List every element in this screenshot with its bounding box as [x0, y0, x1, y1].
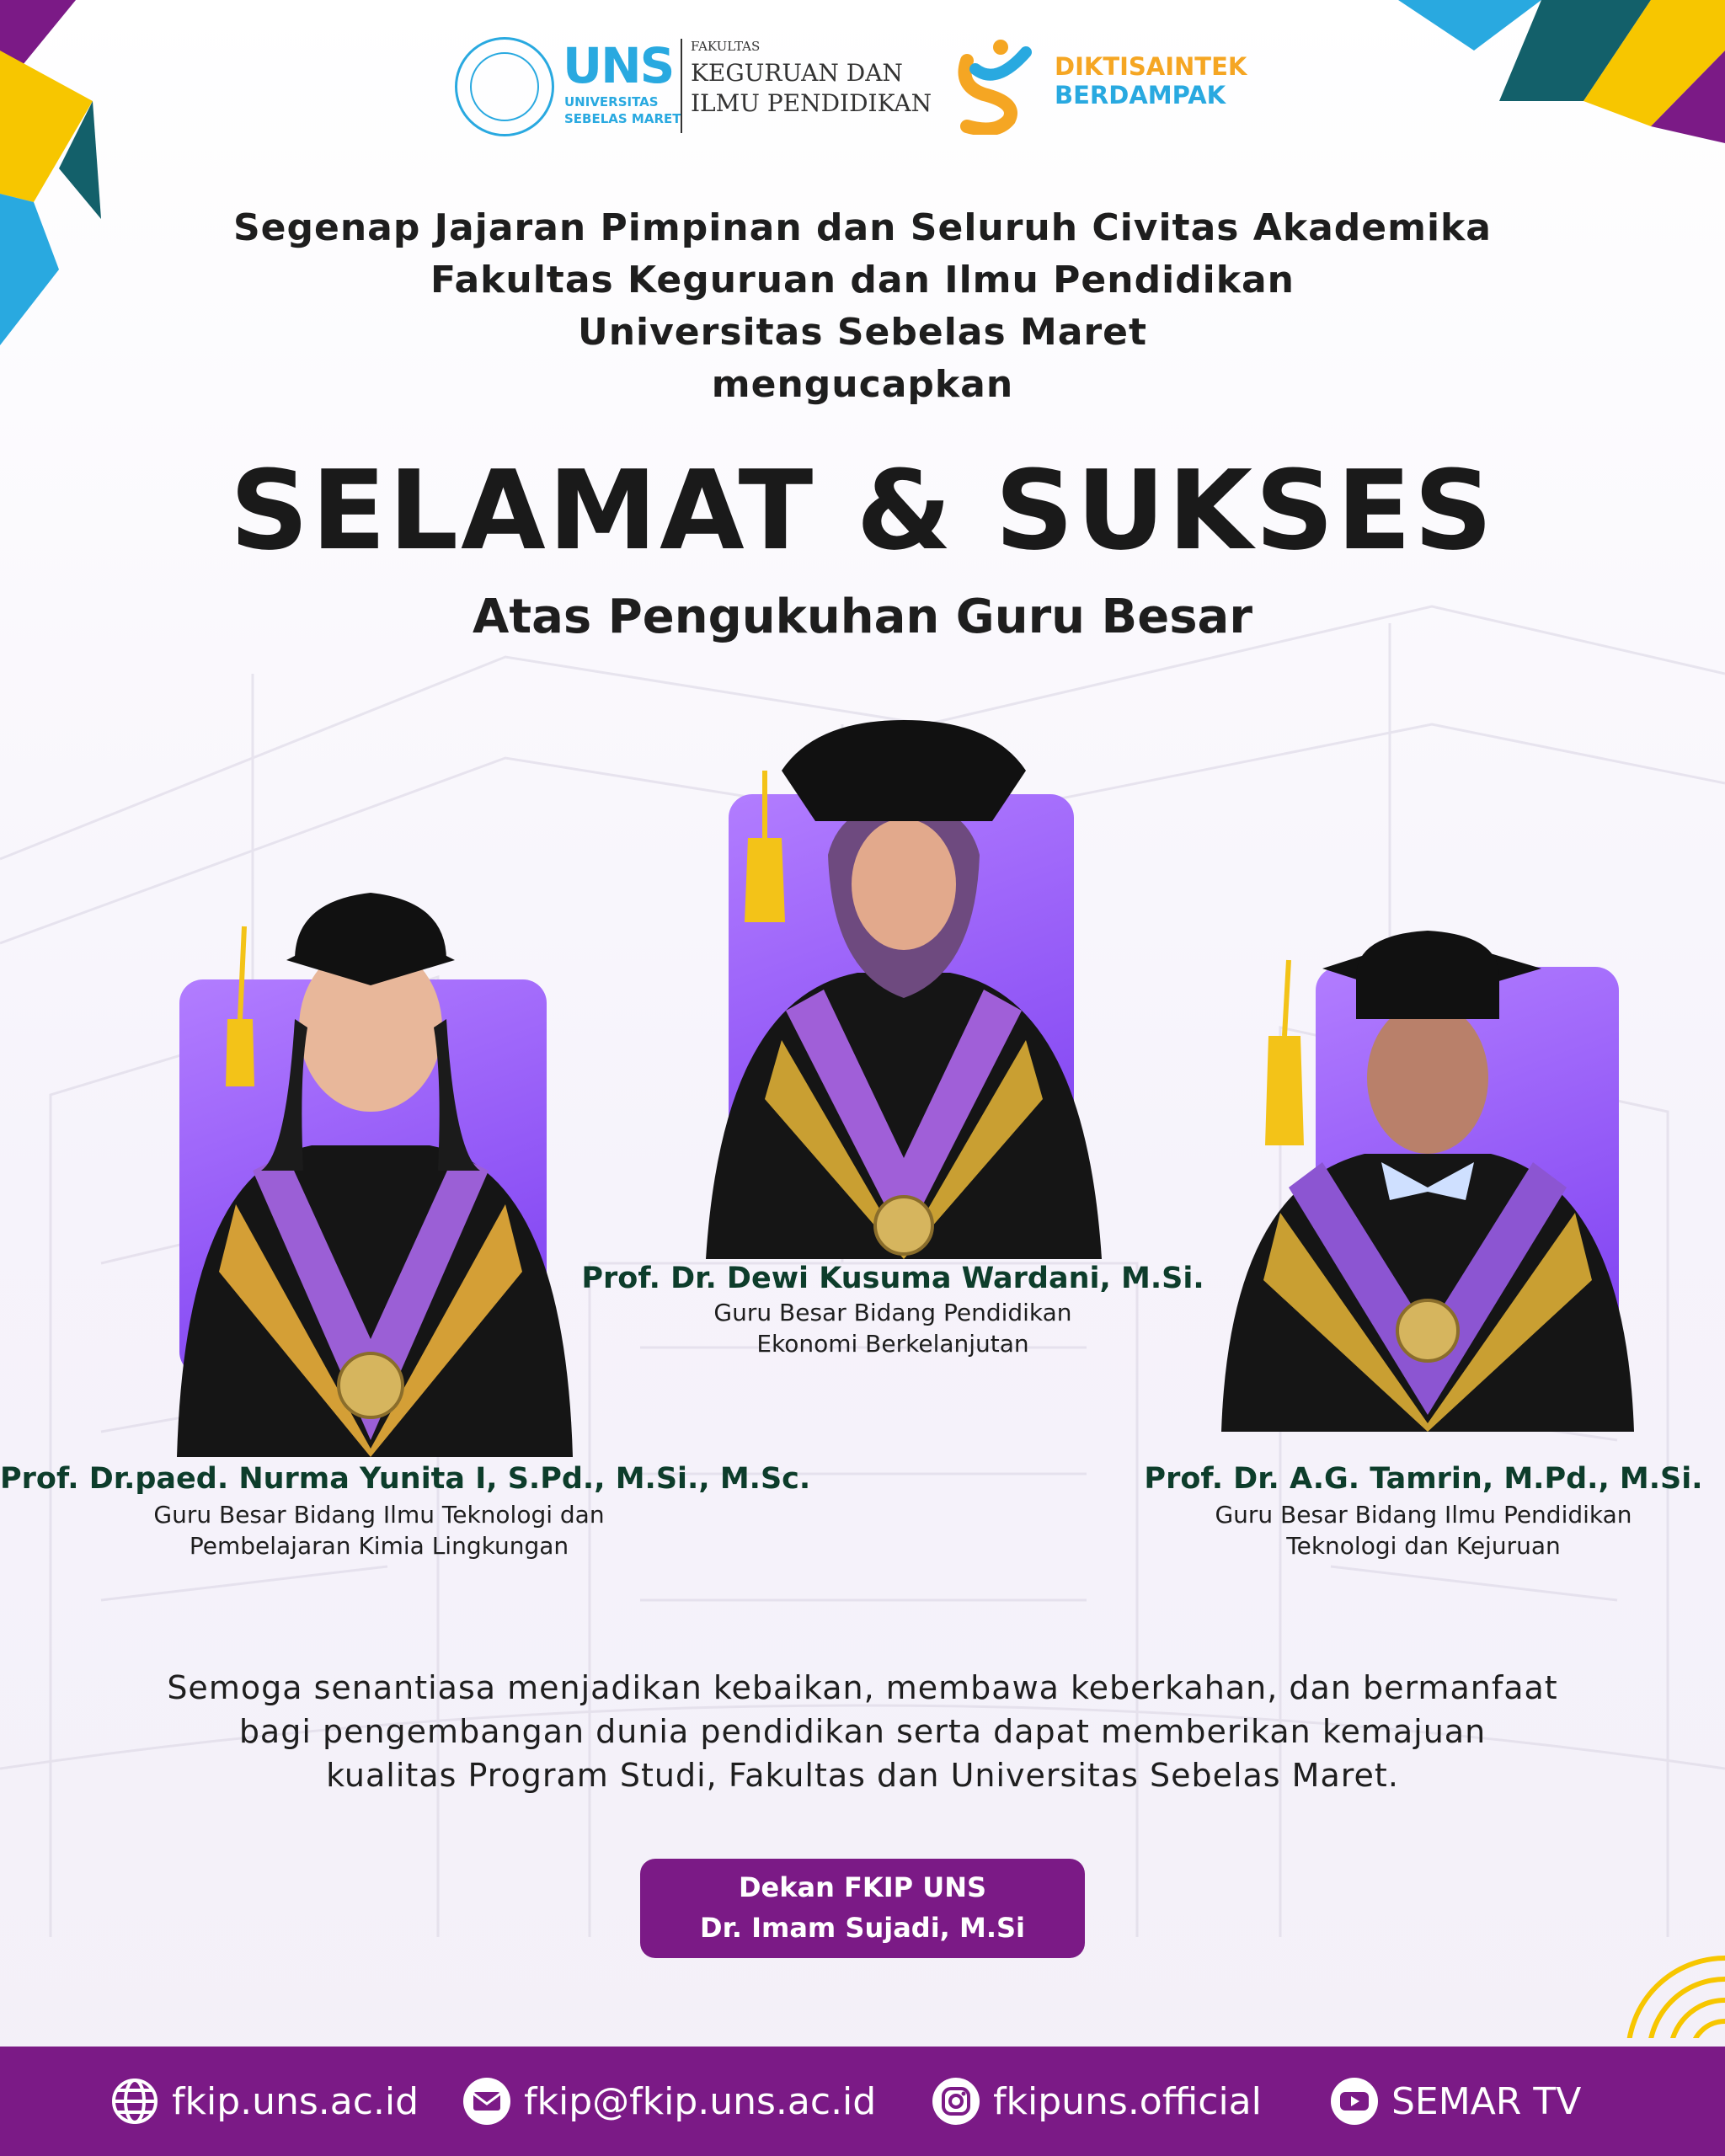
professor-name-right: Prof. Dr. A.G. Tamrin, M.Pd., M.Si. [1144, 1462, 1703, 1496]
professor-desc-line: Guru Besar Bidang Ilmu Teknologi dan [153, 1501, 605, 1529]
professor-desc-right [1129, 1499, 1718, 1561]
intro-line: Segenap Jajaran Pimpinan dan Seluruh Civitas Akademika [232, 206, 1492, 249]
intro-line: Universitas Sebelas Maret [577, 311, 1148, 354]
footer-instagram-link[interactable] [931, 2047, 1262, 2156]
footer-email-text: fkip@fkip.uns.ac.id [524, 2079, 877, 2123]
headline: SELAMAT & SUKSES [229, 446, 1496, 574]
berdampak-text: BERDAMPAK [1055, 81, 1226, 109]
dean-name: Dr. Imam Sujadi, M.Si [700, 1912, 1025, 1944]
subheadline: Atas Pengukuhan Guru Besar [473, 590, 1252, 644]
uns-logo-sub-1: UNIVERSITAS [564, 94, 659, 109]
professor-photo-right [1213, 910, 1642, 1432]
dean-signature-badge [640, 1859, 1085, 1958]
uns-logo-sub-2: SEBELAS MARET [564, 111, 681, 126]
professor-desc-line: Pembelajaran Kimia Lingkungan [189, 1532, 569, 1560]
header-logos [455, 32, 1280, 141]
uns-logo-text: UNS [563, 37, 674, 94]
mail-icon [462, 2076, 512, 2127]
globe-icon [109, 2076, 160, 2127]
ring-decoration [1590, 1937, 1725, 2038]
professor-name-left: Prof. Dr.paed. Nurma Yunita I, S.Pd., M.Si., M.Sc. [0, 1462, 811, 1496]
professor-photo-left [160, 867, 581, 1457]
intro-line: mengucapkan [711, 363, 1014, 406]
logo-divider [681, 39, 682, 133]
professor-desc-center [514, 1297, 1272, 1359]
professor-desc-line: Guru Besar Bidang Pendidikan [713, 1299, 1072, 1326]
footer-youtube-text: SEMAR TV [1391, 2079, 1582, 2123]
footer-website-text: fkip.uns.ac.id [172, 2079, 419, 2123]
professor-desc-line: Teknologi dan Kejuruan [1286, 1532, 1561, 1560]
professor-desc-line: Ekonomi Berkelanjutan [756, 1330, 1029, 1358]
professor-desc-left [0, 1499, 758, 1561]
dean-title: Dekan FKIP UNS [738, 1871, 987, 1903]
diktisaintek-logo-icon [950, 35, 1043, 135]
faculty-name-line-1: KEGURUAN DAN [691, 59, 903, 87]
professor-name-center: Prof. Dr. Dewi Kusuma Wardani, M.Si. [581, 1262, 1204, 1295]
diktisaintek-text: DIKTISAINTEK [1055, 52, 1247, 81]
closing-line: kualitas Program Studi, Fakultas dan Universitas Sebelas Maret. [326, 1757, 1399, 1794]
faculty-label: FAKULTAS [691, 39, 761, 54]
footer-bar [0, 2047, 1725, 2156]
footer-website-link[interactable] [109, 2047, 419, 2156]
uns-seal-icon [455, 37, 554, 136]
footer-youtube-link[interactable] [1329, 2047, 1581, 2156]
corner-decoration-top-right [1398, 0, 1725, 143]
closing-line: Semoga senantiasa menjadikan kebaikan, membawa keberkahan, dan bermanfaat [167, 1669, 1558, 1706]
closing-line: bagi pengembangan dunia pendidikan serta dapat memberikan kemajuan [238, 1713, 1487, 1750]
professor-desc-line: Guru Besar Bidang Ilmu Pendidikan [1215, 1501, 1632, 1529]
closing-message [0, 1666, 1725, 1797]
instagram-icon [931, 2076, 981, 2127]
footer-email-link[interactable] [462, 2047, 876, 2156]
intro-line: Fakultas Keguruan dan Ilmu Pendidikan [430, 259, 1295, 302]
professor-photo-center [689, 720, 1119, 1259]
faculty-name-line-2: ILMU PENDIDIKAN [691, 89, 932, 117]
youtube-icon [1329, 2076, 1380, 2127]
intro-text [0, 202, 1725, 411]
footer-instagram-text: fkipuns.official [993, 2079, 1262, 2123]
